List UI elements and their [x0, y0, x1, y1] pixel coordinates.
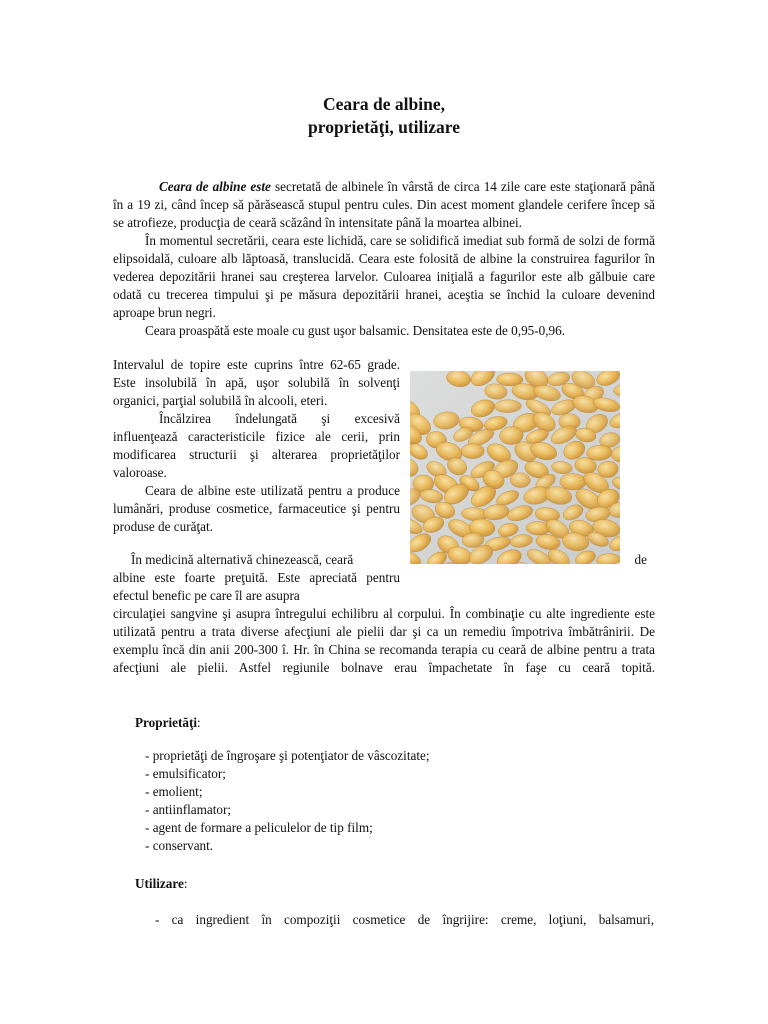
usage-first-item: - ca ingredient în compoziţii cosmetice de îngrijire: creme, loţiuni, balsamuri, [155, 912, 654, 927]
title-line-1: Ceara de albine, [322, 94, 445, 114]
paragraph-5: Ceara de albine este utilizată pentru a produce lumânări, produse cosmetice, farmaceutice şi pentru produse de curăţat. [113, 483, 400, 534]
beeswax-pellets-image [410, 371, 620, 564]
lead-phrase: Ceara de albine este [159, 179, 271, 194]
list-item: - conservant. [145, 838, 214, 853]
paragraph-6-right-word: de [634, 552, 647, 567]
usage-heading-colon: : [183, 876, 188, 891]
usage-heading [135, 875, 188, 893]
properties-list [145, 747, 430, 855]
list-item: - emolient; [145, 784, 203, 799]
paragraph-3-continued: Intervalul de topire este cuprins între 62-65 grade. Este insolubilă în apă, uşor solubilă în solvenţi organici, parţial solubilă în alcooli, eteri. [113, 357, 400, 408]
beeswax-pellets-photo [410, 371, 620, 564]
paragraph-1 [113, 178, 655, 232]
paragraph-6-wrapped [113, 569, 400, 605]
list-item: - proprietăţi de îngroşare şi potenţiator de vâscozitate; [145, 748, 430, 763]
list-item: - antiinflamator; [145, 802, 232, 817]
wax-pellet [461, 444, 484, 459]
wax-pellet [560, 473, 587, 490]
list-item: - agent de formare a peliculelor de tip film; [145, 820, 373, 835]
paragraph-4: Încălzirea îndelungată şi excesivă influenţează caracteristicile fizice ale cerii, prin modificarea structurii şi alterarea proprietăţilor valoroase. [113, 411, 400, 480]
paragraph-2: În momentul secretării, ceara este lichidă, care se solidifică imediat sub formă de solzi de formă elipsoidală, culoare alb lăptoasă, translucidă. Ceara este folosită de albine la construirea fagurilor în vederea depozitării hranei sau creşterea larvelor. Culoarea iniţială a fagurilor este alb gălbuie care odată cu trecerea timpului şi pe măsura depozitării hranei, aceştia se închid la culoare devenind aproape brun negri. [113, 233, 655, 320]
paragraph-6-end-block [113, 605, 655, 677]
paragraph-6-end: circulaţiei sangvine şi asupra întregului echilibru al corpului. În combinaţie cu alte ingrediente este utilizată pentru a trata diverse afecţiuni ale pielii dar şi ca un remediu împotriva îmbătrânirii. De exemplu încă din anii 200-300 î. Hr. în China se recomanda terapia cu ceară de albine pentru a trata afecţiuni ale pielii. Astfel regiunile bolnave erau împachetate în faşe cu ceară topită. [113, 606, 655, 675]
title-line-2: proprietăţi, utilizare [308, 117, 460, 137]
paragraph-6-first-line [113, 551, 655, 569]
wrapped-text-column [113, 356, 400, 536]
list-item: - emulsificator; [145, 766, 226, 781]
properties-heading-label: Proprietăţi [135, 715, 198, 730]
page-title [0, 93, 768, 139]
properties-heading-colon: : [197, 715, 201, 730]
usage-heading-label: Utilizare [135, 876, 184, 891]
properties-heading [135, 714, 201, 732]
paragraph-6-start: În medicină alternativă chinezească, ceară [131, 552, 354, 567]
paragraph-3: Ceara proaspătă este moale cu gust uşor balsamic. Densitatea este de 0,95-0,96. [145, 323, 566, 338]
intro-block [113, 178, 655, 340]
paragraph-1-text: secretată de albinele în vârstă de circa 14 zile care este staţionară până în a 19 zi, când încep să părăsească stupul pentru cules. Din acest moment glandele cerifere încep să se atrofieze, producţia de ceară scăzând în intensitate până la moartea albinei. [113, 179, 655, 230]
paragraph-6-continued: albine este foarte preţuită. Este apreciată pentru efectul benefic pe care îl are asupra [113, 570, 400, 603]
